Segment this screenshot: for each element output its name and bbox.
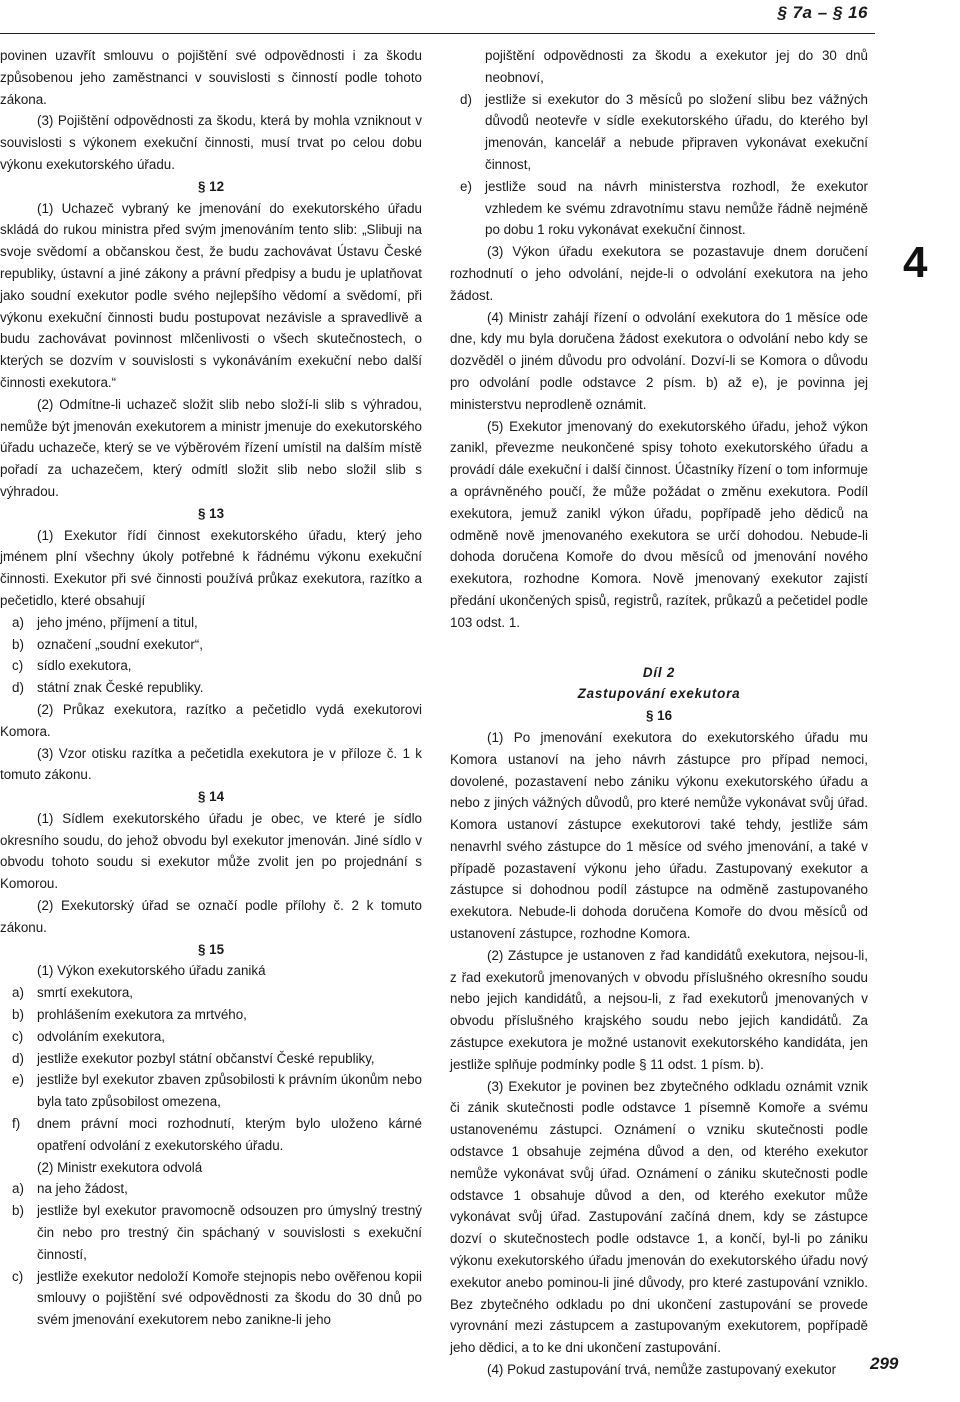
item-marker: d) xyxy=(12,680,24,696)
item-marker: c) xyxy=(12,1028,24,1044)
page-number: 299 xyxy=(870,1354,899,1373)
section-heading-12: § 12 xyxy=(197,178,225,194)
paragraph: (1) Exekutor řídí činnost exekutorského úřadu, který jeho jménem plní všechny úkoly potřebné k řádnému výkonu exekuční činnosti. Exekutor při své činnosti používá průkaz exekutora, razítko a pečetidlo, které obsahují xyxy=(0,527,422,608)
list-item xyxy=(0,612,422,634)
paragraph: (1) Sídlem exekutorského úřadu je obec, ve které je sídlo okresního soudu, do jehož obvodu byl exekutor jmenován. Jiné sídlo v obvodu tohoto soudu si exekutor může zvolit jen po projednání s Komorou. xyxy=(0,810,422,892)
item-list xyxy=(0,1178,422,1331)
paragraph: (2) Průkaz exekutora, razítko a pečetidlo vydá exekutorovi Komora. xyxy=(0,701,422,739)
paragraph: (3) Pojištění odpovědnosti za škodu, která by mohla vzniknout v souvislosti s výkonem exekuční činnosti, musí trvat po celou dobu výkonu exekutorského úřadu. xyxy=(0,113,422,172)
item-marker: a) xyxy=(12,614,24,630)
chapter-marker: 4 xyxy=(903,238,928,287)
paragraph: (5) Exekutor jmenovaný do exekutorského úřadu, jehož výkon zanikl, převezme neukončené spisy tohoto exekutorského úřadu a provádí dále exekuční i další činnost. Účastníky řízení o tom informuje a oprávněného poučí, že může požádat o změnu exekutora. Podíl exekutora, jemuž zanikl výkon úřadu, popřípadě jeho dědiců na odměně nově jmenovaného exekutora se určí dohodou. Nebude-li dohoda doručena Komoře do dvou měsíců od jmenování nového exekutora, rozhodne Komora. Nově jmenovaný exekutor zajistí předání ukončených spisů, registrů, razítek, průkazů a pečetidel podle 103 odst. 1. xyxy=(450,418,868,630)
section-heading-14: § 14 xyxy=(197,789,225,805)
list-item xyxy=(0,1266,422,1331)
item-text: jestliže si exekutor do 3 měsíců po složení slibu bez vážných důvodů neotevře v sídle exekutorského úřadu, do kterého byl jmenován, kancelář a nebude připraven vykonávat exekuční činnost, xyxy=(485,91,868,172)
item-marker: b) xyxy=(12,1203,24,1219)
item-text: prohlášením exekutora za mrtvého, xyxy=(37,1007,247,1023)
part-name: Zastupování exekutora xyxy=(577,686,741,702)
right-column xyxy=(450,45,868,1381)
item-text: jestliže byl exekutor zbaven způsobilosti k právním úkonům nebo byla tato způsobilost omezena, xyxy=(37,1072,422,1110)
paragraph: (4) Ministr zahájí řízení o odvolání exekutora do 1 měsíce ode dne, kdy mu byla doručena žádost exekutora o odvolání nebo kdy se dozvěděl o jiném důvodu pro odvolání. Dozví-li se Komora o důvodu pro odvolání podle odstavce 2 písm. b) až e), je povinna jej ministerstvu neprodleně oznámit. xyxy=(450,309,868,412)
item-text: odvoláním exekutora, xyxy=(37,1028,166,1044)
paragraph: (1) Po jmenování exekutora do exekutorského úřadu mu Komora ustanoví na jeho návrh zástupce pro případ nemoci, dovolené, pozastavení nebo zániku výkonu exekutorského úřadu a nebo z jiných vážných důvodů, pro které nemůže vykonávat svůj úřad. Komora ustanoví zástupce exekutorovi také tehdy, jestliže sám nenavrhl svého zástupce do 1 měsíce od svého jmenování, a také v případě pozastavení výkonu jeho úřadu. Zastupovaný exekutor a zástupce si dohodnou podíl zástupce na odměně zastupovaného exekutora. Nebude-li dohoda doručena Komoře do dvou měsíců od ustanovení zástupce, rozhodne Komora. xyxy=(450,729,868,942)
item-text: dnem právní moci rozhodnutí, kterým bylo uloženo kárné opatření odvolání z exekutorského úřadu. xyxy=(37,1116,422,1153)
item-marker: c) xyxy=(12,658,24,674)
paragraph: (2) Zástupce je ustanoven z řad kandidátů exekutora, nejsou-li, z řad exekutorů jmenovaných v obvodu příslušného okresního soudu nebo jejich kandidátů, a nejsou-li, z řad exekutorů jmenovaných v obvodu příslušného krajského soudu nebo jejich kandidátů. Za zástupce exekutora je možné ustanovit exekutorského kandidáta, jen jestliže splňuje podmínky podle § 11 odst. 1 písm. b). xyxy=(450,947,868,1072)
paragraph: (3) Vzor otisku razítka a pečetidla exekutora je v příloze č. 1 k tomuto zákonu. xyxy=(0,745,422,783)
item-text: jestliže byl exekutor pravomocně odsouzen pro úmyslný trestný čin nebo pro trestný čin spáchaný v souvislosti s exekuční činností, xyxy=(37,1203,422,1262)
paragraph: (4) Pokud zastupování trvá, nemůže zastupovaný exekutor xyxy=(487,1362,837,1378)
paragraph: (3) Exekutor je povinen bez zbytečného odkladu oznámit vznik či zánik skutečnosti podle odstavce 1 písemně Komoře a svému ustanovenému zástupci. Oznámení o vzniku skutečnosti podle odstavce 1 obsahuje zejména důvod a den, od kterého exekutor nemůže vykonávat svůj úřad. Oznámení o zániku skutečnosti podle odstavce 1 obsahuje důvod a den, od kterého exekutor může vykonávat svůj úřad. Zastupování začíná dnem, kdy se zástupce dozví o skutečnostech podle odstavce 1, a končí, byl-li po zániku výkonu exekutorského úřadu jmenován do exekutorského úřadu nový exekutor anebo pominou-li jiné důvody, pro které zastupování vzniklo. Bez zbytečného odkladu po dni ukončení zastupování se provede vyrovnání mezi zástupcem a zastupovaným exekutorem, popřípadě jeho dědici, a to ke dni ukončení zastupování. xyxy=(450,1078,868,1356)
item-text: jeho jméno, příjmení a titul, xyxy=(37,614,198,630)
list-item xyxy=(450,176,868,241)
part-title: Díl 2 xyxy=(642,664,676,680)
section-heading-13: § 13 xyxy=(197,505,225,521)
paragraph: (2) Exekutorský úřad se označí podle přílohy č. 2 k tomuto zákonu. xyxy=(0,898,422,935)
item-text: jestliže exekutor pozbyl státní občanství České republiky, xyxy=(37,1050,375,1066)
item-text: pojištění odpovědnosti za škodu a exekutor jej do 30 dnů neobnoví, xyxy=(485,48,868,85)
left-column xyxy=(0,45,422,1331)
item-list xyxy=(0,612,422,699)
section-heading-15: § 15 xyxy=(197,941,225,957)
paragraph: (2) Odmítne-li uchazeč složit slib nebo složí-li slib s výhradou, nemůže být jmenován exekutorem a ministr jmenuje do exekutorského úřadu uchazeče, který se ve výběrovém řízení umístil na dalším místě pořadí za uchazečem, který odmítl složit slib nebo složil slib s výhradou. xyxy=(0,396,422,499)
item-marker: b) xyxy=(12,636,24,652)
list-item xyxy=(450,89,868,176)
list-item xyxy=(0,1200,422,1265)
item-marker: a) xyxy=(12,1181,24,1197)
item-marker: a) xyxy=(12,985,24,1001)
item-text: jestliže soud na návrh ministerstva rozhodl, že exekutor vzhledem ke svému zdravotnímu stavu nemůže řádně nejméně po dobu 1 roku vykonávat exekuční činnost. xyxy=(485,178,868,238)
list-item xyxy=(0,1113,422,1157)
list-item xyxy=(0,634,422,656)
item-text: na jeho žádost, xyxy=(37,1181,128,1197)
list-item xyxy=(0,1048,422,1070)
list-item-continued xyxy=(450,45,868,89)
list-item xyxy=(0,1004,422,1026)
item-marker: c) xyxy=(12,1268,24,1284)
running-head: § 7a – § 16 xyxy=(777,3,868,22)
item-text: sídlo exekutora, xyxy=(37,658,132,674)
item-marker: d) xyxy=(460,91,472,107)
item-text: označení „soudní exekutor“, xyxy=(37,636,203,652)
item-text: smrtí exekutora, xyxy=(37,985,133,1001)
list-item xyxy=(0,1069,422,1113)
paragraph: (1) Uchazeč vybraný ke jmenování do exekutorského úřadu skládá do rukou ministra před svým jmenováním tento slib: „Slibuji na svoje svědomí a občanskou čest, že budu zachovávat Ústavu České republiky, ústavní a jiné zákony a právní předpisy a budu je uplatňovat jako soudní exekutor podle svého nejlepšího vědomí a svědomí, při výkonu exekuční činnosti budu postupovat nezávisle a spravedlivě a budu zachovávat povinnost mlčenlivosti o všech skutečnostech, o kterých se dozvím v souvislosti s vykonáváním exekuční nebo další činnosti exekutora.“ xyxy=(0,200,422,390)
item-list xyxy=(450,45,868,241)
list-item xyxy=(0,655,422,677)
item-list xyxy=(0,982,422,1156)
list-item xyxy=(0,1178,422,1200)
item-marker: f) xyxy=(12,1116,21,1132)
item-text: státní znak České republiky. xyxy=(37,680,204,696)
paragraph: (2) Ministr exekutora odvolá xyxy=(37,1159,203,1175)
item-text: jestliže exekutor nedoloží Komoře stejnopis nebo ověřenou kopii smlouvy o pojištění své odpovědnosti za škodu do 30 dnů po svém jmenování exekutorem nebo zanikne-li jeho xyxy=(37,1268,422,1328)
item-marker: d) xyxy=(12,1050,24,1066)
item-marker: e) xyxy=(12,1072,24,1088)
list-item xyxy=(0,982,422,1004)
list-item xyxy=(0,1026,422,1048)
list-item xyxy=(0,677,422,699)
item-marker: b) xyxy=(12,1007,24,1023)
item-marker: e) xyxy=(460,178,472,194)
section-heading-16: § 16 xyxy=(645,708,673,724)
header-rule xyxy=(0,33,875,34)
paragraph: (3) Výkon úřadu exekutora se pozastavuje dnem doručení rozhodnutí o jeho odvolání, nejde-li o odvolání exekutora na jeho žádost. xyxy=(450,244,868,303)
paragraph: povinen uzavřít smlouvu o pojištění své odpovědnosti i za škodu způsobenou jeho zaměstnanci v souvislosti s činností podle tohoto zákona. xyxy=(0,48,422,107)
paragraph: (1) Výkon exekutorského úřadu zaniká xyxy=(37,963,266,979)
